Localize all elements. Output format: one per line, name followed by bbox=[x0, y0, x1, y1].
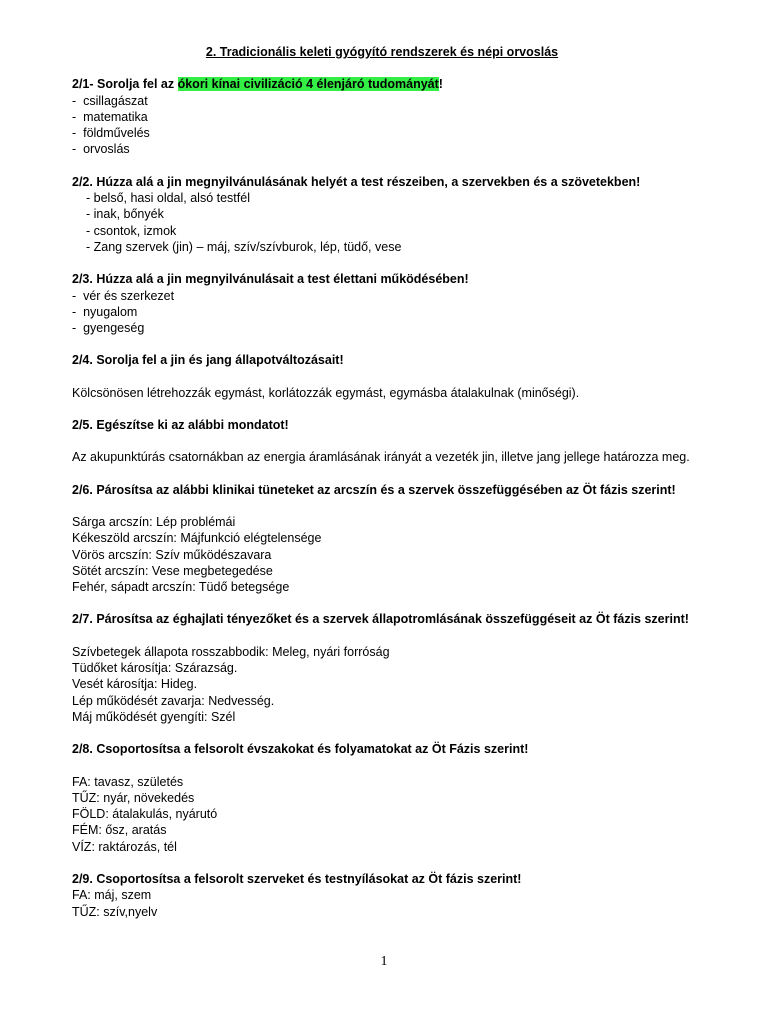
question-suffix: ! bbox=[438, 77, 443, 92]
question-2-4 bbox=[72, 352, 692, 401]
document-title: 2. Tradicionális keleti gyógyító rendszerek és népi orvoslás bbox=[205, 45, 559, 59]
list-item: - belső, hasi oldal, alsó testfél bbox=[86, 191, 250, 206]
list-item: - inak, bőnyék bbox=[86, 207, 164, 222]
list-item: Vesét károsítja: Hideg. bbox=[72, 677, 198, 692]
list-item: Sötét arcszín: Vese megbetegedése bbox=[72, 563, 273, 578]
question-2-1 bbox=[72, 76, 692, 157]
answer-text: Kölcsönösen létrehozzák egymást, korlátozzák egymást, egymásba átalakulnak (minőségi). bbox=[72, 385, 580, 400]
list-item: FA: máj, szem bbox=[72, 888, 152, 903]
list-item: Kékeszöld arcszín: Májfunkció elégtelensége bbox=[72, 531, 322, 546]
question-heading: 2/6. Párosítsa az alábbi klinikai tüneteket az arcszín és a szervek összefüggésében az Öt fázis szerint! bbox=[72, 482, 676, 497]
list-item: Fehér, sápadt arcszín: Tüdő betegsége bbox=[72, 580, 290, 595]
question-heading: 2/4. Sorolja fel a jin és jang állapotváltozásait! bbox=[72, 353, 344, 368]
list-item: Lép működését zavarja: Nedvesség. bbox=[72, 693, 275, 708]
list-item: Sárga arcszín: Lép problémái bbox=[72, 514, 236, 529]
question-2-5 bbox=[72, 417, 692, 466]
document-page bbox=[72, 44, 692, 936]
list-item: - orvoslás bbox=[72, 142, 130, 157]
question-2-6 bbox=[72, 482, 692, 596]
list-item: Máj működését gyengíti: Szél bbox=[72, 709, 236, 724]
question-text: 2/1- Sorolja fel az bbox=[72, 77, 178, 92]
question-2-3 bbox=[72, 271, 692, 336]
list-item: - Zang szervek (jin) – máj, szív/szívburok, lép, tüdő, vese bbox=[86, 239, 402, 254]
question-heading: 2/2. Húzza alá a jin megnyilvánulásának helyét a test részeiben, a szervekben és a szövetekben! bbox=[72, 174, 641, 189]
question-2-2 bbox=[72, 174, 692, 255]
question-heading: 2/8. Csoportosítsa a felsorolt évszakokat és folyamatokat az Öt Fázis szerint! bbox=[72, 742, 529, 757]
list-item: - csillagászat bbox=[72, 93, 148, 108]
question-heading: 2/7. Párosítsa az éghajlati tényezőket és a szervek állapotromlásának összefüggéseit az Öt fázis szerint! bbox=[72, 612, 689, 627]
list-item: TŰZ: nyár, növekedés bbox=[72, 790, 195, 805]
list-item: - nyugalom bbox=[72, 304, 138, 319]
list-item: FA: tavasz, születés bbox=[72, 774, 184, 789]
question-2-8 bbox=[72, 741, 692, 855]
question-2-9 bbox=[72, 871, 692, 920]
list-item: FÖLD: átalakulás, nyárutó bbox=[72, 807, 218, 822]
list-item: TŰZ: szív,nyelv bbox=[72, 904, 158, 919]
answer-text: Az akupunktúrás csatornákban az energia áramlásának irányát a vezeték jin, illetve jang jellege határozza meg. bbox=[72, 450, 690, 465]
list-item: VÍZ: raktározás, tél bbox=[72, 839, 177, 854]
list-item: Tüdőket károsítja: Szárazság. bbox=[72, 661, 238, 676]
list-item: FÉM: ősz, aratás bbox=[72, 823, 167, 838]
list-item: - vér és szerkezet bbox=[72, 288, 175, 303]
list-item: - csontok, izmok bbox=[86, 223, 177, 238]
question-heading bbox=[72, 76, 692, 92]
question-heading: 2/3. Húzza alá a jin megnyilvánulásait a test élettani működésében! bbox=[72, 272, 469, 287]
highlighted-text: ókori kínai civilizáció 4 élenjáró tudományát bbox=[177, 77, 439, 92]
list-item: Vörös arcszín: Szív működészavara bbox=[72, 547, 272, 562]
list-item: - gyengeség bbox=[72, 321, 145, 336]
question-2-7 bbox=[72, 611, 692, 725]
list-item: Szívbetegek állapota rosszabbodik: Meleg, nyári forróság bbox=[72, 644, 390, 659]
list-item: - földművelés bbox=[72, 126, 150, 141]
list-item: - matematika bbox=[72, 109, 148, 124]
page-number: 1 bbox=[380, 954, 388, 969]
question-heading: 2/9. Csoportosítsa a felsorolt szerveket és testnyílásokat az Öt fázis szerint! bbox=[72, 871, 522, 886]
question-heading: 2/5. Egészítse ki az alábbi mondatot! bbox=[72, 418, 289, 433]
